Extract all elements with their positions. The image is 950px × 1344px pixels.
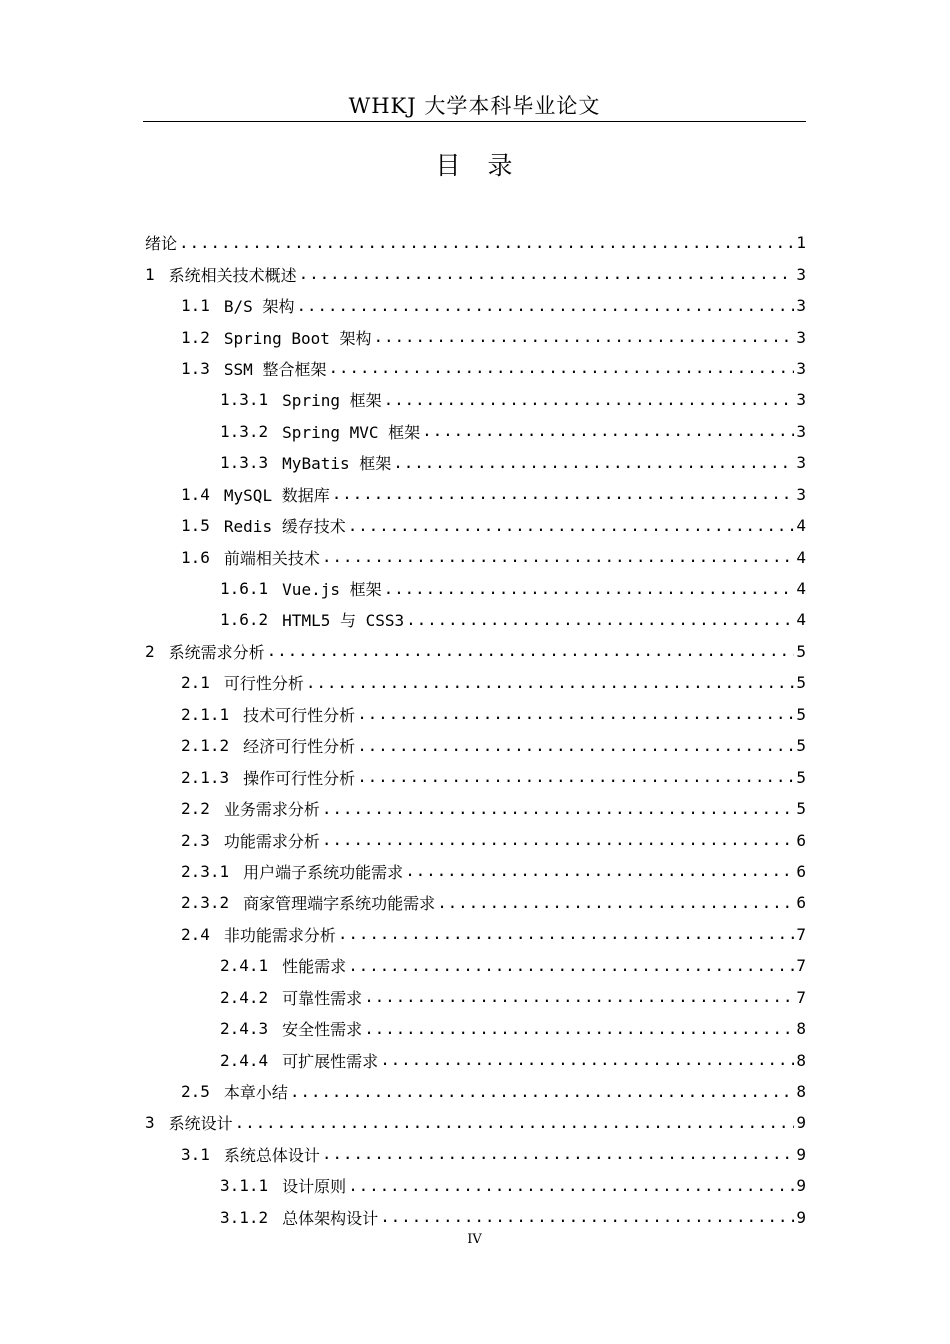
toc-dot-leader — [374, 328, 794, 346]
toc-entry-title: 操作可行性分析 — [243, 768, 356, 788]
toc-entry-page: 1 — [796, 233, 806, 253]
toc-dot-leader — [384, 391, 794, 409]
toc-dot-leader — [290, 1083, 794, 1101]
toc-dot-leader — [306, 674, 794, 692]
toc-entry[interactable] — [143, 793, 806, 824]
toc-entry[interactable] — [143, 447, 806, 478]
toc-entry-title: Vue.js 框架 — [282, 580, 382, 600]
toc-entry-title: 安全性需求 — [282, 1020, 363, 1040]
toc-entry-number: 2.4 — [181, 924, 210, 944]
toc-entry-number: 1.4 — [181, 484, 210, 504]
toc-dot-leader — [405, 862, 794, 880]
toc-entry[interactable] — [143, 1202, 806, 1233]
toc-entry[interactable] — [143, 227, 806, 258]
toc-entry-page: 8 — [796, 1082, 806, 1102]
toc-entry-number: 2.5 — [181, 1082, 210, 1102]
toc-entry-title: 可扩展性需求 — [282, 1051, 379, 1071]
toc-dot-leader — [299, 265, 794, 283]
toc-entry-page: 3 — [796, 390, 806, 410]
toc-dot-leader — [357, 737, 794, 755]
toc-entry[interactable] — [143, 416, 806, 447]
toc-entry-number: 2.2 — [181, 799, 210, 819]
toc-entry[interactable] — [143, 353, 806, 384]
toc-entry-page: 3 — [796, 421, 806, 441]
toc-dot-leader — [296, 297, 794, 315]
toc-entry-number: 2.4.4 — [220, 1050, 269, 1070]
toc-entry-title: 系统设计 — [168, 1114, 233, 1134]
toc-entry-title: 系统总体设计 — [223, 1145, 320, 1165]
toc-entry[interactable] — [143, 887, 806, 918]
toc-entry-page: 9 — [796, 1144, 806, 1164]
toc-entry-number: 2.1 — [181, 673, 210, 693]
toc-entry-title: B/S 架构 — [223, 297, 295, 317]
toc-dot-leader — [406, 611, 794, 629]
page-number: IV — [467, 1232, 482, 1247]
toc-entry-number: 2.4.3 — [220, 1019, 269, 1039]
toc-dot-leader — [348, 957, 794, 975]
toc-entry-number: 1.6 — [181, 547, 210, 567]
toc-entry-number: 3 — [145, 1113, 155, 1133]
toc-dot-leader — [380, 1208, 794, 1226]
toc-entry-page: 8 — [796, 1050, 806, 1070]
toc-entry[interactable] — [143, 1107, 806, 1138]
toc-entry-number: 2.1.2 — [181, 736, 230, 756]
toc-dot-leader — [364, 988, 794, 1006]
toc-entry[interactable] — [143, 1139, 806, 1170]
toc-entry-page: 3 — [796, 296, 806, 316]
toc-entry-title: 用户端子系统功能需求 — [243, 862, 404, 882]
toc-entry-page: 8 — [796, 1019, 806, 1039]
toc-entry[interactable] — [143, 761, 806, 792]
header-rule — [143, 121, 806, 122]
toc-entry-number: 1.6.2 — [220, 610, 269, 630]
toc-entry[interactable] — [143, 699, 806, 730]
toc-entry-title: 商家管理端字系统功能需求 — [243, 894, 436, 914]
toc-entry[interactable] — [143, 290, 806, 321]
toc-entry-number: 1.3.1 — [220, 390, 269, 410]
toc-entry-title: 可行性分析 — [223, 674, 304, 694]
toc-entry[interactable] — [143, 667, 806, 698]
toc-entry-page: 6 — [796, 830, 806, 850]
toc-entry-title: MySQL 数据库 — [223, 485, 330, 505]
toc-entry[interactable] — [143, 1044, 806, 1075]
running-header: WHKJ 大学本科毕业论文 — [348, 94, 601, 118]
toc-entry-title: Spring MVC 框架 — [282, 422, 421, 442]
toc-entry-page: 5 — [796, 736, 806, 756]
toc-dot-leader — [322, 548, 794, 566]
toc-entry-page: 9 — [796, 1176, 806, 1196]
toc-entry-title: Redis 缓存技术 — [223, 517, 346, 537]
toc-entry-page: 7 — [796, 956, 806, 976]
toc-entry-number: 1.3 — [181, 358, 210, 378]
toc-dot-leader — [348, 1177, 794, 1195]
toc-dot-leader — [267, 642, 794, 660]
toc-entry-page: 7 — [796, 924, 806, 944]
toc-entry-page: 4 — [796, 516, 806, 536]
toc-entry-title: MyBatis 框架 — [282, 454, 392, 474]
toc-entry-number: 3.1.1 — [220, 1176, 269, 1196]
toc-entry-page: 3 — [796, 358, 806, 378]
toc-dot-leader — [235, 1114, 794, 1132]
toc-entry-title: 非功能需求分析 — [223, 925, 336, 945]
toc-entry-page: 7 — [796, 987, 806, 1007]
toc-entry-number: 2.3.1 — [181, 861, 230, 881]
toc-entry-page: 3 — [796, 484, 806, 504]
toc-entry-number: 2.3.2 — [181, 893, 230, 913]
toc-entry-page: 5 — [796, 799, 806, 819]
toc-entry-page: 4 — [796, 579, 806, 599]
toc-entry-number: 2.4.1 — [220, 956, 269, 976]
table-of-contents — [143, 227, 806, 1233]
toc-dot-leader — [322, 831, 794, 849]
toc-dot-leader — [328, 359, 794, 377]
toc-entry-title: HTML5 与 CSS3 — [282, 611, 405, 631]
toc-entry-number: 1.1 — [181, 296, 210, 316]
toc-entry[interactable] — [143, 636, 806, 667]
toc-entry-number: 1.3.3 — [220, 453, 269, 473]
toc-entry-page: 3 — [796, 264, 806, 284]
toc-entry-title: 业务需求分析 — [223, 800, 320, 820]
toc-entry-page: 5 — [796, 641, 806, 661]
toc-entry-number: 1 — [145, 264, 155, 284]
toc-entry[interactable] — [143, 258, 806, 289]
toc-entry[interactable] — [143, 730, 806, 761]
toc-entry[interactable] — [143, 919, 806, 950]
toc-entry-page: 5 — [796, 767, 806, 787]
toc-entry[interactable] — [143, 384, 806, 415]
toc-entry-page: 6 — [796, 861, 806, 881]
toc-dot-leader — [338, 925, 794, 943]
toc-entry-page: 9 — [796, 1113, 806, 1133]
toc-dot-leader — [437, 894, 794, 912]
toc-entry-number: 2 — [145, 641, 155, 661]
toc-entry-title: Spring Boot 架构 — [223, 328, 372, 348]
toc-entry-page: 3 — [796, 327, 806, 347]
toc-dot-leader — [422, 422, 794, 440]
toc-entry-page: 5 — [796, 673, 806, 693]
toc-entry-page: 4 — [796, 610, 806, 630]
toc-entry[interactable] — [143, 950, 806, 981]
toc-dot-leader — [364, 1020, 794, 1038]
toc-dot-leader — [393, 454, 794, 472]
toc-dot-leader — [357, 705, 794, 723]
toc-entry-title: 系统需求分析 — [168, 642, 265, 662]
toc-entry-number: 1.5 — [181, 516, 210, 536]
toc-dot-leader — [179, 234, 794, 252]
toc-dot-leader — [348, 517, 794, 535]
toc-entry-title: 前端相关技术 — [223, 548, 320, 568]
toc-entry-page: 5 — [796, 704, 806, 724]
toc-entry[interactable] — [143, 1013, 806, 1044]
toc-entry-page: 4 — [796, 547, 806, 567]
toc-entry-page: 3 — [796, 453, 806, 473]
toc-entry-page: 9 — [796, 1207, 806, 1227]
toc-entry[interactable] — [143, 479, 806, 510]
toc-entry-title: Spring 框架 — [282, 391, 382, 411]
toc-entry[interactable] — [143, 510, 806, 541]
toc-entry[interactable] — [143, 541, 806, 572]
toc-entry-number: 3.1.2 — [220, 1207, 269, 1227]
toc-entry-number: 2.1.1 — [181, 704, 230, 724]
toc-entry[interactable] — [143, 604, 806, 635]
toc-entry-number: 1.2 — [181, 327, 210, 347]
toc-entry-number: 1.6.1 — [220, 579, 269, 599]
toc-entry-title: 总体架构设计 — [282, 1208, 379, 1228]
toc-entry-title: 本章小结 — [223, 1083, 288, 1103]
toc-dot-leader — [332, 485, 794, 503]
page-title: 目 录 — [435, 151, 514, 180]
toc-entry[interactable] — [143, 856, 806, 887]
toc-entry[interactable] — [143, 982, 806, 1013]
toc-entry-title: 性能需求 — [282, 957, 347, 977]
toc-entry-title: 系统相关技术概述 — [168, 265, 297, 285]
toc-entry[interactable] — [143, 824, 806, 855]
toc-entry-title: 可靠性需求 — [282, 988, 363, 1008]
toc-entry[interactable] — [143, 1170, 806, 1201]
toc-entry-number: 2.3 — [181, 830, 210, 850]
toc-entry-number: 2.1.3 — [181, 767, 230, 787]
toc-entry-title: 设计原则 — [282, 1177, 347, 1197]
toc-entry-title: 技术可行性分析 — [243, 705, 356, 725]
toc-entry-number: 2.4.2 — [220, 987, 269, 1007]
toc-entry-title: 绪论 — [145, 234, 178, 254]
toc-entry-number: 3.1 — [181, 1144, 210, 1164]
toc-entry[interactable] — [143, 321, 806, 352]
toc-dot-leader — [322, 800, 794, 818]
toc-dot-leader — [384, 580, 794, 598]
toc-entry-title: 经济可行性分析 — [243, 737, 356, 757]
toc-entry[interactable] — [143, 1076, 806, 1107]
toc-entry-page: 6 — [796, 893, 806, 913]
toc-entry[interactable] — [143, 573, 806, 604]
toc-entry-number: 1.3.2 — [220, 421, 269, 441]
toc-dot-leader — [357, 768, 794, 786]
toc-dot-leader — [380, 1051, 794, 1069]
toc-entry-title: 功能需求分析 — [223, 831, 320, 851]
toc-dot-leader — [322, 1145, 794, 1163]
toc-entry-title: SSM 整合框架 — [223, 359, 327, 379]
